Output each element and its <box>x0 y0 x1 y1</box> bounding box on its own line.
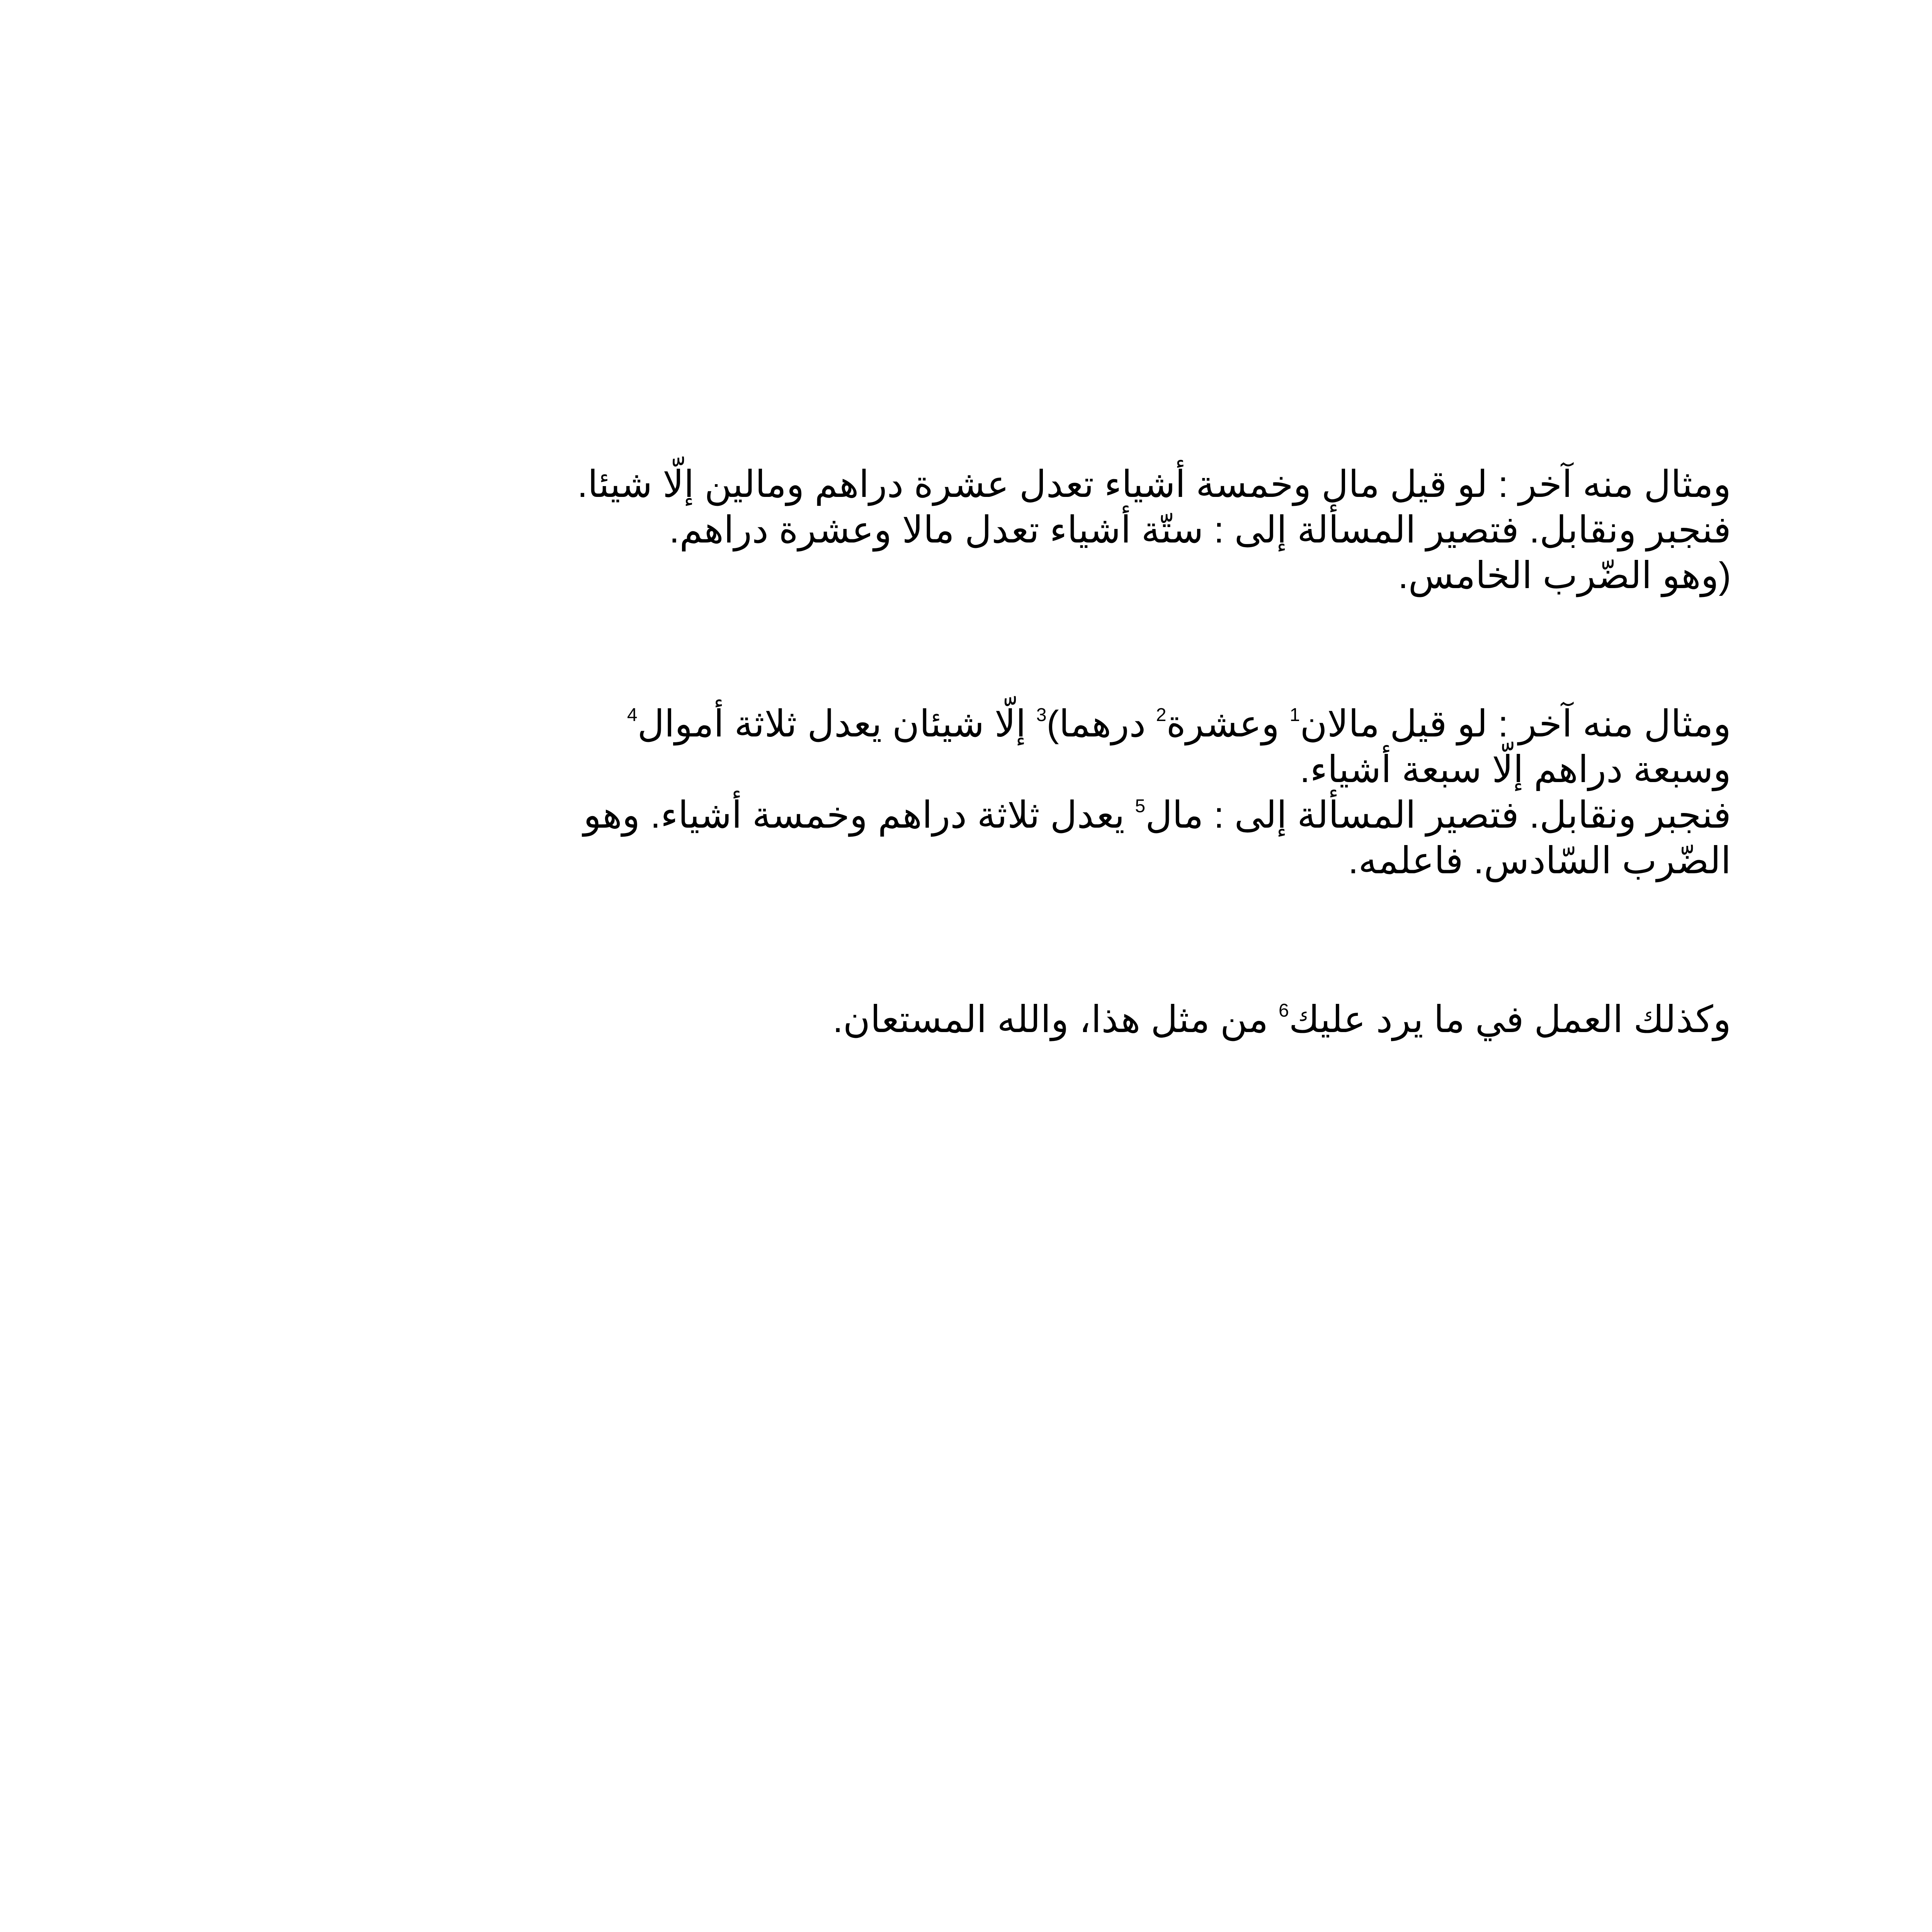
text-line <box>471 793 1731 838</box>
text-segment: من مثل هذا، والله المستعان. <box>833 999 1279 1040</box>
text-segment: وعشرة <box>1166 703 1290 745</box>
text-segment: وكذلك العمل في ما يرد عليك <box>1289 999 1731 1040</box>
text-segment: فنجبر ونقابل. فتصير المسألة إلى : مال <box>1145 794 1731 836</box>
text-line: ومثال منه آخر : لو قيل مال وخمسة أشياء تعدل عشرة دراهم ومالين إلّا شيئا. <box>577 464 1731 505</box>
text-line: فنجبر ونقابل. فتصير المسألة إلى : ستّة أشياء تعدل مالا وعشرة دراهم. <box>669 509 1731 551</box>
footnote-reference: 4 <box>627 705 638 725</box>
text-segment: ومثال منه آخر : لو قيل مالان <box>1300 703 1731 745</box>
text-line: الضّرب السّادس. فاعلمه. <box>1348 840 1731 881</box>
footnote-reference: 2 <box>1156 705 1167 725</box>
text-line: وسبعة دراهم إلّا سبعة أشياء. <box>1299 749 1731 790</box>
paragraph-fifth-case <box>471 462 1731 599</box>
text-line <box>471 997 1731 1043</box>
text-line: (وهو الضّرب الخامس. <box>1398 555 1731 596</box>
footnote-reference: 1 <box>1289 705 1300 725</box>
footnote-reference: 3 <box>1036 705 1047 725</box>
paragraph-closing <box>471 997 1731 1043</box>
footnote-reference: 5 <box>1135 796 1146 816</box>
text-segment: إلّا شيئان يعدل ثلاثة أموال <box>637 703 1036 745</box>
text-line <box>471 701 1731 747</box>
text-segment: يعدل ثلاثة دراهم وخمسة أشياء. وهو <box>583 794 1135 836</box>
paragraph-sixth-case <box>471 701 1731 884</box>
footnote-reference: 6 <box>1278 1000 1289 1021</box>
text-segment: درهما) <box>1046 703 1156 745</box>
